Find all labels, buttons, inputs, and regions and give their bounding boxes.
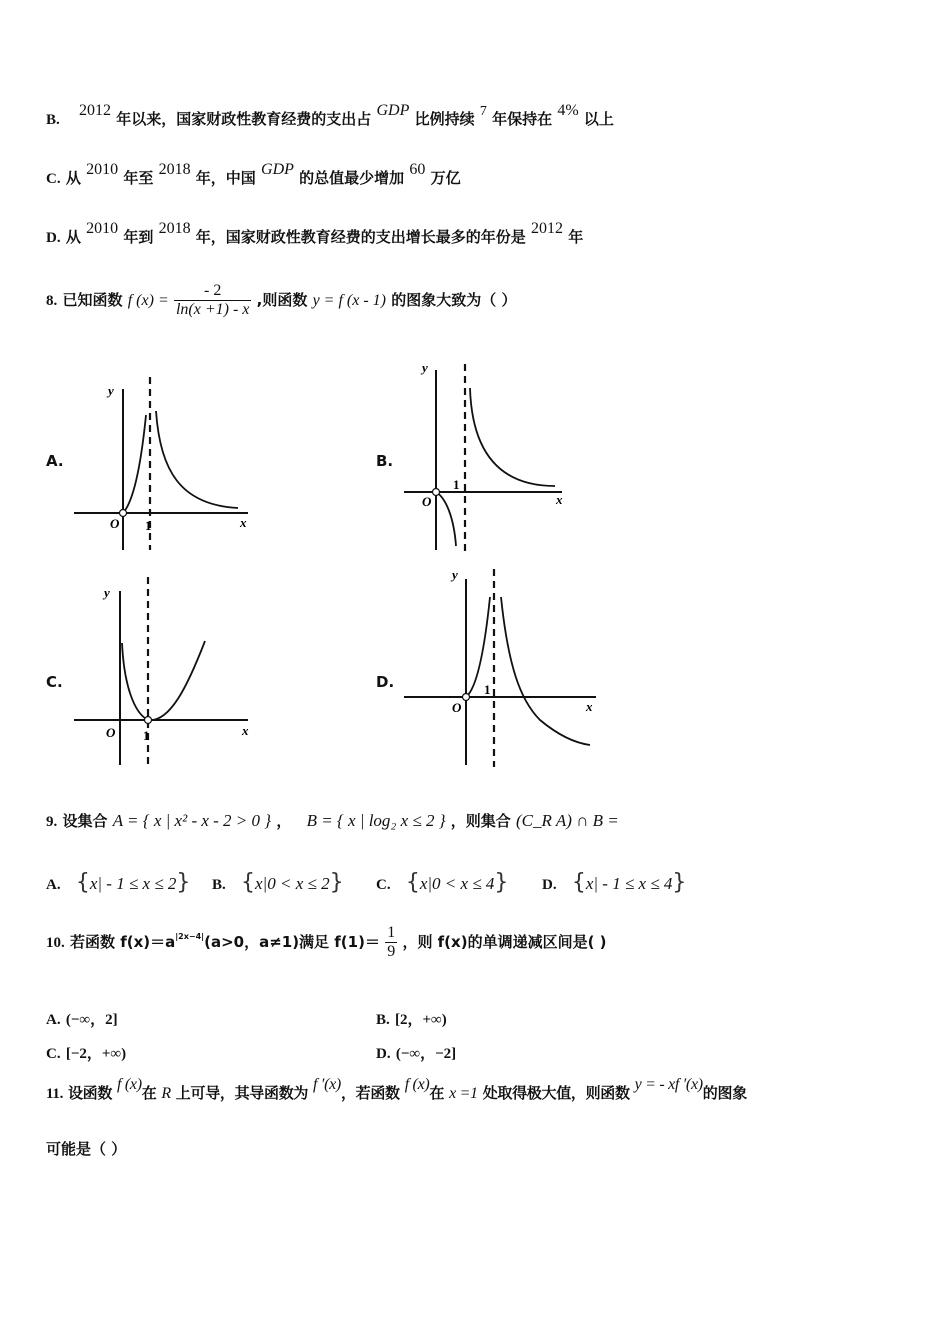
q7-option-b: B. 2012 年以来，国家财政性教育经费的支出占 GDP 比例持续 7 年保持在 4% 以上	[46, 102, 614, 128]
q10-option-c[interactable]: C. [−2，+∞)	[46, 1046, 127, 1062]
one-label: 1	[145, 518, 152, 533]
one-point	[145, 717, 152, 724]
x-label: x	[242, 723, 249, 738]
q11-stem-line2: 可能是（ ）	[46, 1140, 127, 1158]
origin-label: O	[110, 516, 120, 531]
q7-option-c: C. 从 2010 年至 2018 年，中国 GDP 的总值最少增加 60 万亿	[46, 161, 461, 187]
q10-option-b[interactable]: B. [2，+∞)	[376, 1012, 447, 1028]
origin-point	[463, 694, 470, 701]
q10-stem: 10. 若函数 $f(x)=a^{|2x-4|}(a>0$，a≠1)满足 f(1)＝ $\frac{1}{9}$ ，则 f(x)的单调递减区间是( )	[46, 924, 607, 960]
one-label: 1	[484, 682, 491, 697]
q8-graph-a	[70, 375, 260, 555]
x-label: x	[240, 515, 247, 530]
origin-label: O	[422, 494, 432, 509]
origin-point	[433, 489, 440, 496]
q7-option-d: D. 从 2010 年到 2018 年，国家财政性教育经费的支出增长最多的年份是 2012 年	[46, 220, 584, 246]
set-a: A = { x | x² - x - 2 > 0 }	[112, 811, 272, 830]
curve-right	[470, 388, 555, 486]
one-label: 1	[453, 477, 460, 492]
q10-option-a[interactable]: A. (−∞，2]	[46, 1012, 118, 1028]
q9-option-a[interactable]: A. {x| - 1 ≤ x ≤ 2}	[46, 870, 191, 895]
q8-graph-c	[70, 575, 260, 770]
q10-option-d[interactable]: D. (−∞，−2]	[376, 1046, 457, 1062]
curve	[122, 641, 205, 720]
curve-right	[156, 411, 238, 508]
origin-label: O	[106, 725, 116, 740]
curve-right	[501, 597, 590, 745]
x-label: x	[556, 492, 563, 507]
q9-option-d[interactable]: D. {x| - 1 ≤ x ≤ 4}	[542, 870, 687, 895]
q8-fraction: $\frac{- 2}{\ln(x +1) - x}$	[175, 282, 250, 318]
one-label: 1	[143, 728, 150, 743]
q8-option-a-label[interactable]: A.	[46, 452, 64, 470]
q9-stem: 9. 设集合 A = { x | x² - x - 2 > 0 } ， B = { x | log₂ x ≤ 2 } ，则集合 (C_R A) ∩ B =	[46, 811, 619, 830]
origin-point	[120, 510, 127, 517]
y-label: y	[452, 567, 458, 582]
q8-option-b-label[interactable]: B.	[376, 452, 394, 470]
q8-option-c-label[interactable]: C.	[46, 673, 63, 691]
q8-option-d-label[interactable]: D.	[376, 673, 395, 691]
y-label: y	[104, 585, 110, 600]
q11-stem: 11. 设函数 f (x)在 R 上可导，其导函数为 f ′(x)，若函数 f (x)在 x =1 处取得极大值，则函数 y = - xf ′(x)的图象	[46, 1076, 747, 1102]
q8-graph-b	[400, 358, 580, 558]
q8-graph-d	[400, 565, 600, 770]
curve-left	[123, 415, 146, 513]
x-label: x	[586, 699, 593, 714]
curve-left	[436, 492, 456, 546]
q9-option-c[interactable]: C. {x|0 < x ≤ 4}	[376, 870, 509, 895]
origin-label: O	[452, 700, 462, 715]
q9-option-b[interactable]: B. {x|0 < x ≤ 2}	[212, 870, 344, 895]
set-b: B = { x | log₂ x ≤ 2 }	[306, 811, 446, 830]
y-label: y	[422, 360, 428, 375]
complement-expr: (C_R A) ∩ B =	[516, 811, 619, 830]
q10-fraction: $\frac{1}{9}$	[387, 924, 396, 960]
q8-stem: 8. 已知函数 f (x) = $\frac{- 2}{\ln(x +1) - x}$ ,则函数 y = f (x - 1) 的图象大致为（ ）	[46, 282, 517, 318]
y-label: y	[108, 383, 114, 398]
